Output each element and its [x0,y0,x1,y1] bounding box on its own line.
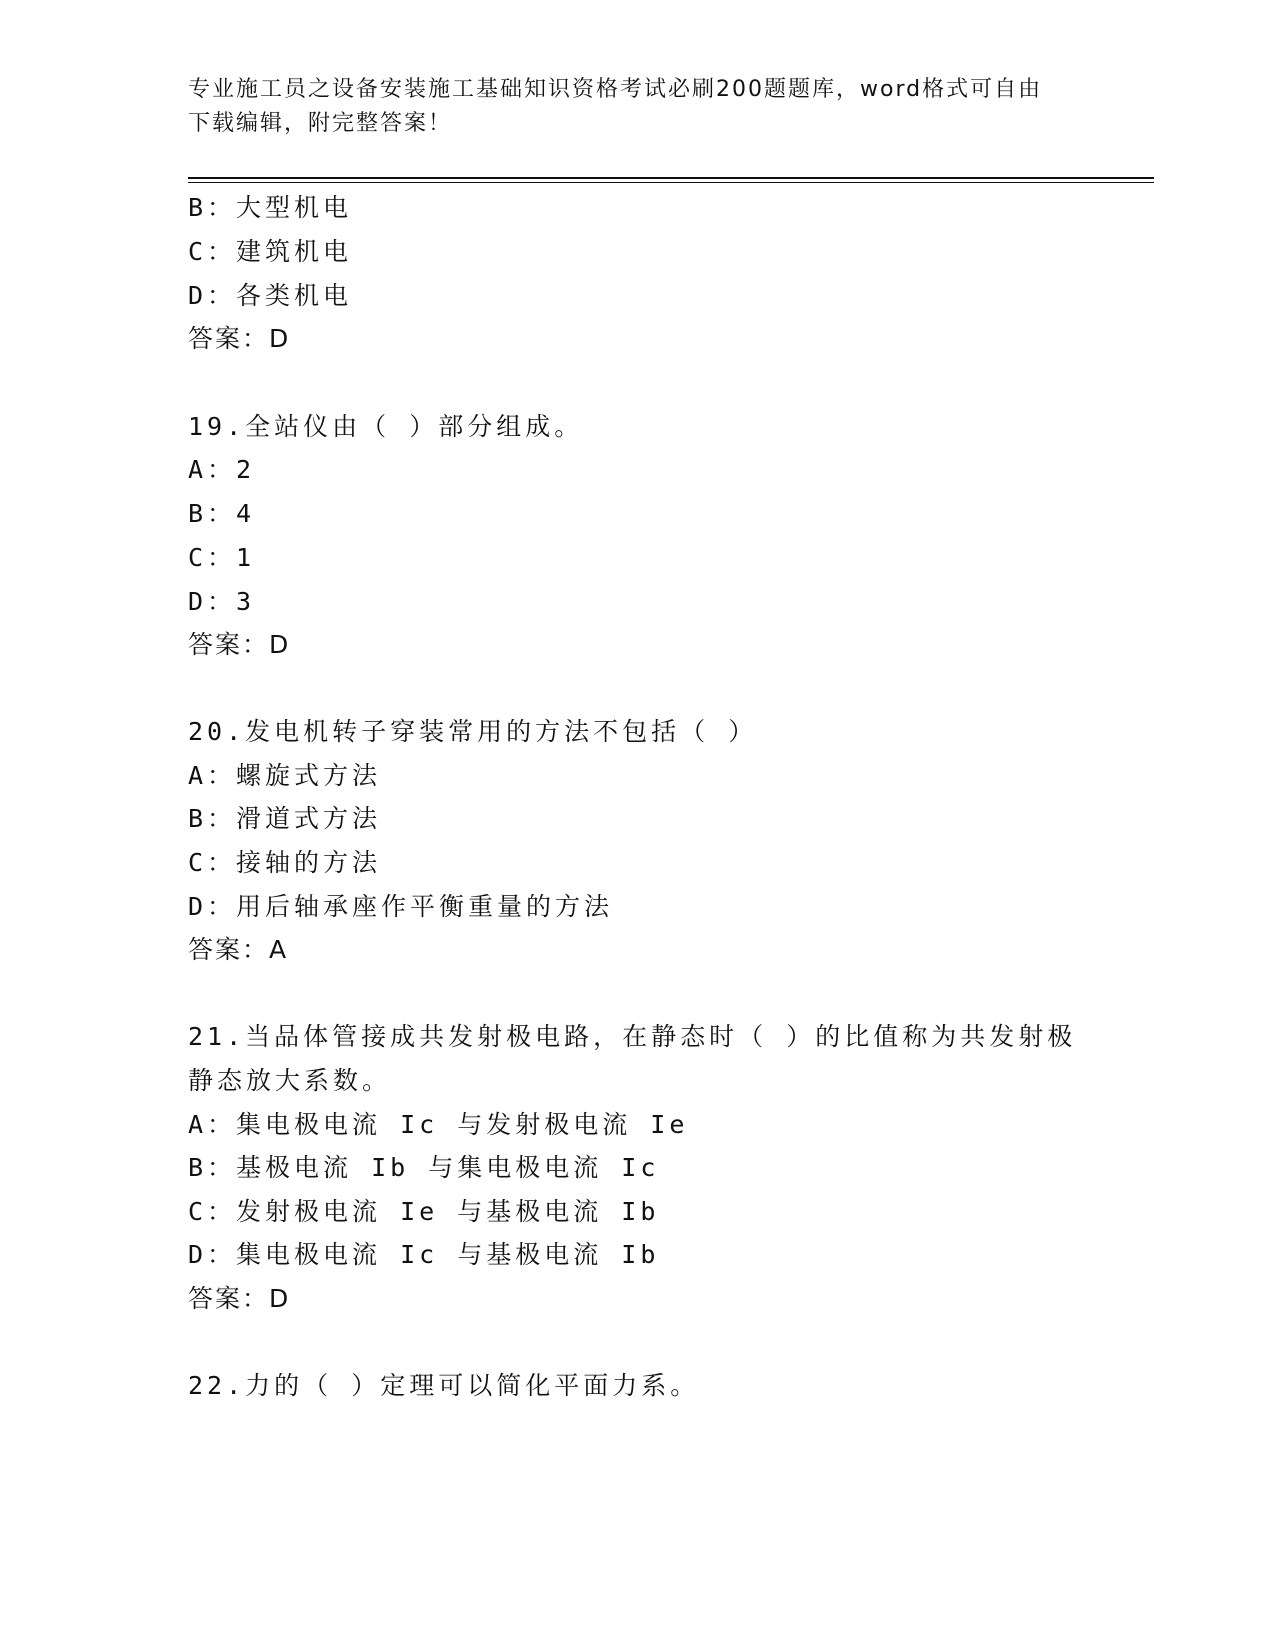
option-a: A：集电极电流 Ic 与发射极电流 Ie [188,1110,689,1139]
answer-line: 答案：A [188,935,289,964]
question-stem: 20.发电机转子穿装常用的方法不包括（ ） [188,717,758,746]
header-divider-thin [188,182,1154,183]
question-stem: 19.全站仪由（ ）部分组成。 [188,412,584,441]
answer-line: 答案：D [188,1284,291,1313]
question-stem: 21.当品体管接成共发射极电路，在静态时（ ）的比值称为共发射极 [188,1022,1077,1051]
option-a: A：2 [188,455,256,484]
option-d: D：3 [188,587,256,616]
option-b: B：滑道式方法 [188,804,382,833]
answer-line: 答案：D [188,630,291,659]
answer-line: 答案：D [188,324,291,353]
option-b: B：大型机电 [188,193,353,222]
header-line-1: 专业施工员之设备安装施工基础知识资格考试必刷200题题库，word格式可自由 [188,77,1043,102]
option-d: D：集电极电流 Ic 与基极电流 Ib [188,1240,660,1269]
header-line-2: 下载编辑，附完整答案！ [188,111,453,136]
option-c: C：建筑机电 [188,237,353,266]
option-a: A：螺旋式方法 [188,761,382,790]
question-stem-continued: 静态放大系数。 [188,1066,392,1095]
option-c: C：发射极电流 Ie 与基极电流 Ib [188,1197,660,1226]
option-c: C：1 [188,543,256,572]
option-d: D：各类机电 [188,281,353,310]
option-b: B：4 [188,499,256,528]
option-d: D：用后轴承座作平衡重量的方法 [188,892,614,921]
header-divider-thick [188,177,1154,179]
option-c: C：接轴的方法 [188,848,382,877]
option-b: B：基极电流 Ib 与集电极电流 Ic [188,1153,660,1182]
question-stem: 22.力的（ ）定理可以简化平面力系。 [188,1371,700,1400]
document-header [188,73,1068,141]
